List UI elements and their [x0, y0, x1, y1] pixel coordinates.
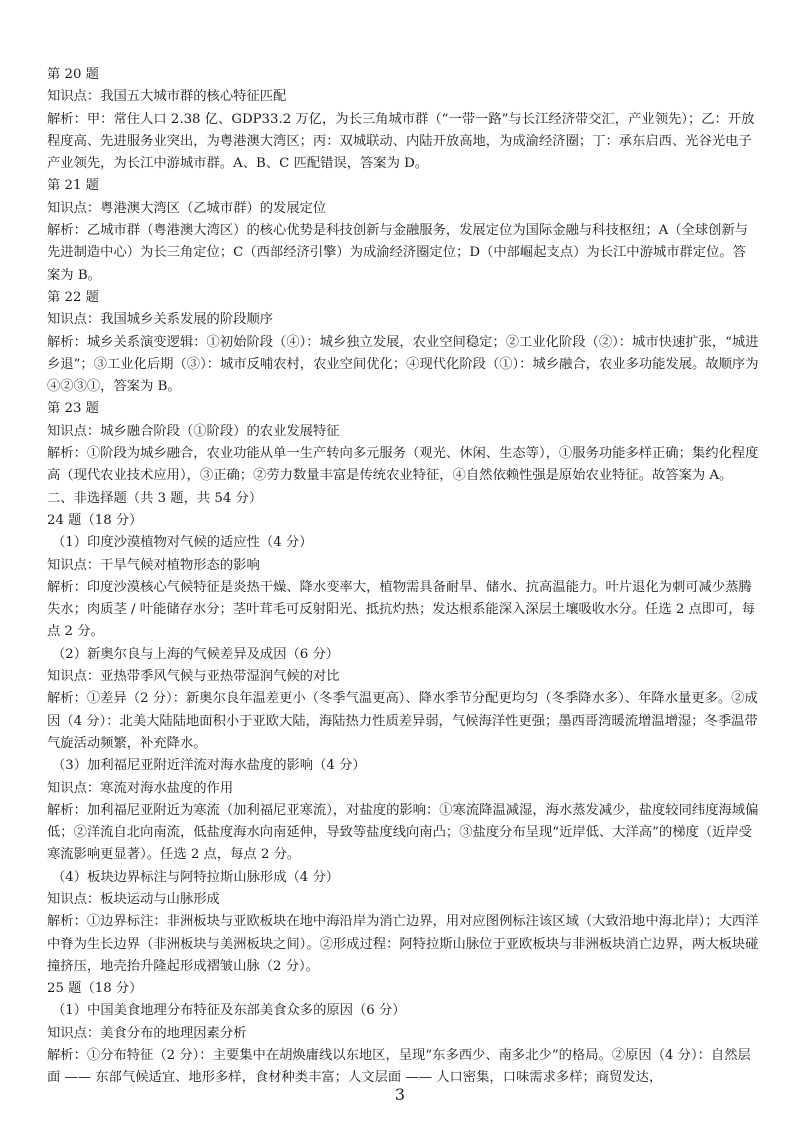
q24-part1-analysis: 解析：印度沙漠核心气候特征是炎热干燥、降水变率大，植物需具备耐旱、储水、抗高温能力。叶片退化为刺可减少蒸腾失水；肉质茎 / 叶能储存水分；茎叶茸毛可反射阳光、抵抗灼热；发达根系能深入深层土壤吸收水分。任选 2 点即可，每点 2 分。	[47, 579, 755, 640]
q23-analysis: 解析：①阶段为城乡融合，农业功能从单一生产转向多元服务（观光、休闲、生态等），①服务功能多样正确；集约化程度高（现代农业技术应用），③正确；②劳力数量丰富是传统农业特征，④自然依赖性强是原始农业特征。故答案为 A。	[47, 446, 759, 484]
q25-heading: 25 题（18 分）	[47, 981, 143, 997]
q23-heading: 第 23 题	[47, 401, 99, 417]
q24-part2-title: （2）新奥尔良与上海的气候差异及成因（6 分）	[52, 646, 340, 662]
q24-part3-title: （3）加利福尼亚附近洋流对海水盐度的影响（4 分）	[52, 758, 366, 774]
q21-knowledge-point: 知识点：粤港澳大湾区（乙城市群）的发展定位	[47, 200, 327, 216]
q24-part1-title: （1）印度沙漠植物对气候的适应性（4 分）	[52, 535, 313, 551]
q21-heading: 第 21 题	[47, 178, 99, 194]
q24-part3-analysis: 解析：加利福尼亚附近为寒流（加利福尼亚寒流），对盐度的影响：①寒流降温减湿，海水蒸发减少，盐度较同纬度海域偏低；②洋流自北向南流，低盐度海水向南延伸，导致等盐度线向南凸；③盐度分布呈现“近岸低、大洋高”的梯度（近岸受寒流影响更显著）。任选 2 点，每点 2 分。	[47, 802, 759, 863]
section-heading-non-choice: 二、非选择题（共 3 题，共 54 分）	[47, 490, 263, 506]
page-number: 3	[394, 1085, 406, 1104]
q22-analysis: 解析：城乡关系演变逻辑：①初始阶段（④）：城乡独立发展，农业空间稳定；②工业化阶段（②）：城市快速扩张，“城进乡退”；③工业化后期（③）：城市反哺农村，农业空间优化；④现代化阶段（①）：城乡融合，农业多功能发展。故顺序为④②③①，答案为 B。	[47, 334, 759, 395]
q25-part1-title: （1）中国美食地理分布特征及东部美食众多的原因（6 分）	[52, 1003, 406, 1019]
q24-part2-knowledge-point: 知识点：亚热带季风气候与亚热带湿润气候的对比	[47, 669, 340, 685]
q24-part2-analysis: 解析：①差异（2 分）：新奥尔良年温差更小（冬季气温更高）、降水季节分配更均匀（冬季降水多）、年降水量更多。②成因（4 分）：北美大陆陆地面积小于亚欧大陆，海陆热力性质差异弱，气候海洋性更强；墨西哥湾暖流增温增湿；冬季温带气旋活动频繁，补充降水。	[47, 691, 758, 751]
q24-part4-title: （4）板块边界标注与阿特拉斯山脉形成（4 分）	[52, 869, 340, 885]
q22-heading: 第 22 题	[47, 289, 99, 305]
q22-knowledge-point: 知识点：我国城乡关系发展的阶段顺序	[47, 312, 274, 328]
q24-part1-knowledge-point: 知识点：干旱气候对植物形态的影响	[47, 557, 260, 573]
q24-part4-analysis: 解析：①边界标注：非洲板块与亚欧板块在地中海沿岸为消亡边界，用对应图例标注该区域（大致沿地中海北岸）；大西洋中脊为生长边界（非洲板块与美洲板块之间）。②形成过程：阿特拉斯山脉位于亚欧板块与非洲板块消亡边界，两大板块碰撞挤压，地壳抬升隆起形成褶皱山脉（2 分）。	[47, 914, 759, 974]
q20-heading: 第 20 题	[47, 67, 99, 82]
q25-part1-knowledge-point: 知识点：美食分布的地理因素分析	[47, 1025, 247, 1041]
q24-heading: 24 题（18 分）	[47, 512, 143, 528]
q21-analysis: 解析：乙城市群（粤港澳大湾区）的核心优势是科技创新与金融服务，发展定位为国际金融与科技枢纽；A（全球创新与先进制造中心）为长三角定位；C（西部经济引擎）为成渝经济圈定位；D（中部崛起支点）为长江中游城市群定位。答案为 B。	[47, 223, 749, 283]
q23-knowledge-point: 知识点：城乡融合阶段（①阶段）的农业发展特征	[47, 423, 340, 439]
q24-part4-knowledge-point: 知识点：板块运动与山脉形成	[47, 891, 220, 907]
q25-part1-analysis: 解析：①分布特征（2 分）：主要集中在胡焕庸线以东地区，呈现“东多西少、南多北少”的格局。②原因（4 分）：自然层面 —— 东部气候适宜、地形多样，食材种类丰富；人文层面 —— 人口密集，口味需求多样；商贸发达，	[47, 1048, 751, 1086]
q20-analysis: 解析：甲：常住人口 2.38 亿、GDP33.2 万亿，为长三角城市群（“一带一路”与长江经济带交汇，产业领先）；乙：开放程度高、先进服务业突出，为粤港澳大湾区；丙：双城联动、内陆开放高地，为成渝经济圈；丁：承东启西、光谷光电子产业领先，为长江中游城市群。A、B、C 匹配错误，答案为 D。	[47, 111, 755, 172]
document-body	[47, 64, 759, 1090]
q20-knowledge-point: 知识点：我国五大城市群的核心特征匹配	[47, 89, 287, 105]
q24-part3-knowledge-point: 知识点：寒流对海水盐度的作用	[47, 780, 234, 796]
